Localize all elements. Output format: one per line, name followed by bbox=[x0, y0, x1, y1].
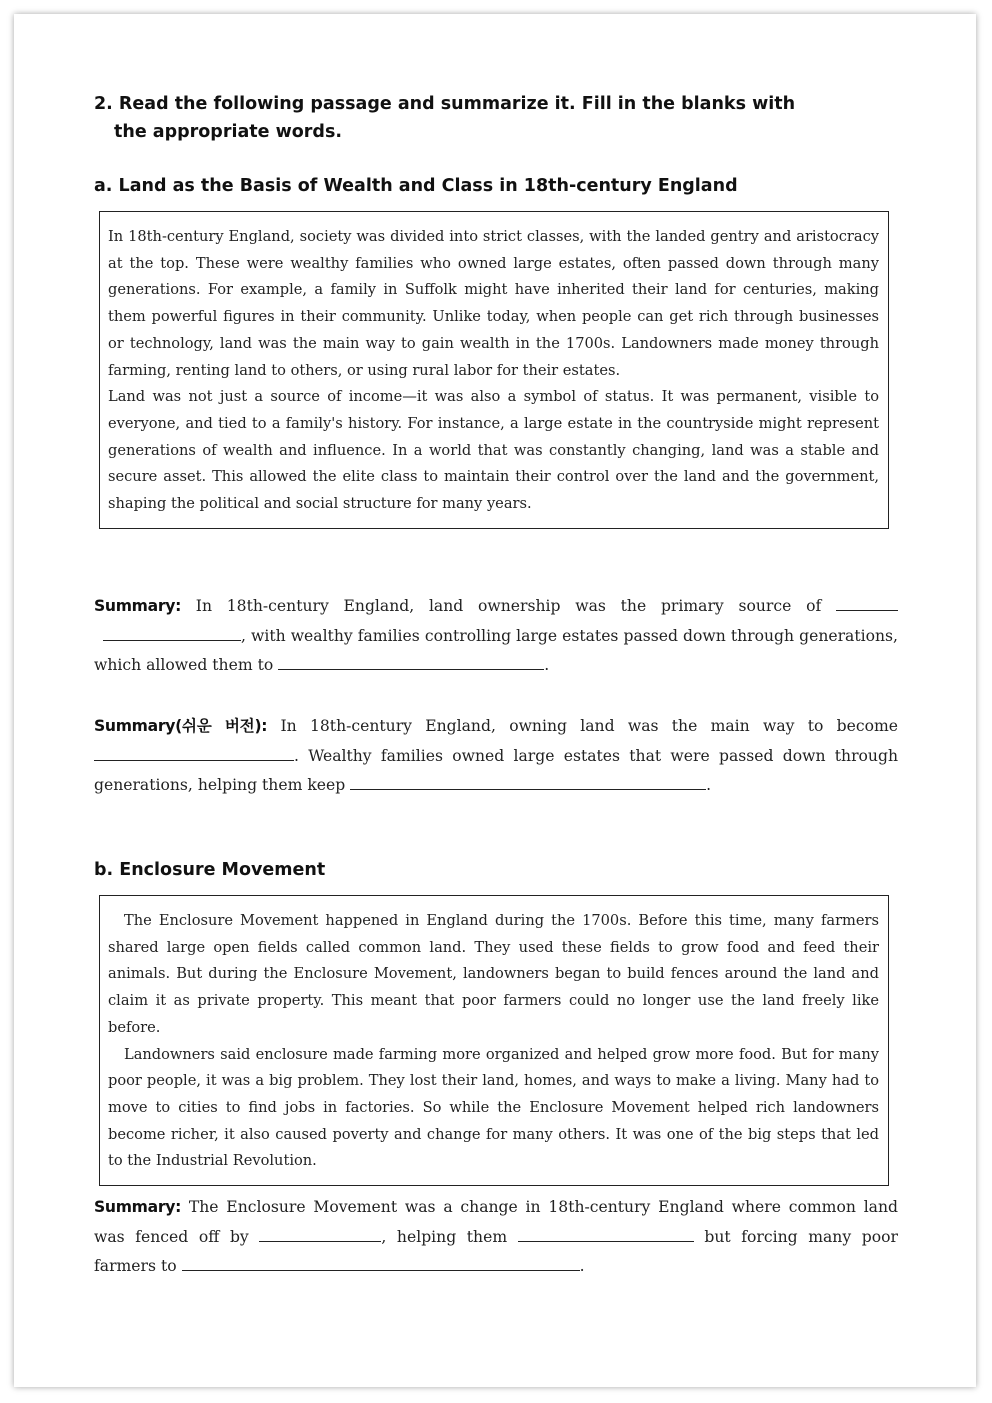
worksheet-page bbox=[14, 14, 976, 1387]
answer-blank-1b[interactable] bbox=[103, 625, 241, 641]
answer-blank-1a[interactable] bbox=[836, 595, 898, 611]
section-a-easy-summary-label: Summary(쉬운 버전): bbox=[94, 717, 268, 735]
section-b-summary-label: Summary: bbox=[94, 1198, 182, 1216]
answer-blank-3[interactable] bbox=[94, 745, 294, 761]
section-b-passage-box bbox=[99, 895, 889, 1186]
question-title-line2: the appropriate words. bbox=[114, 122, 343, 142]
section-a-summary-end: . bbox=[544, 656, 550, 674]
section-b-summary-text-1: The Enclosure Movement was a change in 18th-century England where common land was fenced off by bbox=[94, 1198, 898, 1246]
answer-blank-5[interactable] bbox=[259, 1226, 381, 1242]
section-a-summary-text-1: In 18th-century England, land ownership was the primary source of bbox=[181, 597, 836, 615]
section-b-summary-end: . bbox=[579, 1257, 585, 1275]
section-a-easy-summary bbox=[94, 712, 898, 801]
section-a-easy-summary-text-1: In 18th-century England, owning land was the main way to become bbox=[267, 717, 898, 735]
section-a-easy-summary-text-2: . Wealthy families owned large estates that were passed down through generations, helping them keep bbox=[94, 746, 898, 794]
answer-blank-6[interactable] bbox=[518, 1226, 694, 1242]
section-a-paragraph-1: In 18th-century England, society was divided into strict classes, with the landed gentry and aristocracy at the top. These were wealthy families who owned large estates, often passed down through many generations. For example, a family in Suffolk might have inherited their land for centuries, making them powerful figures in their community. Unlike today, when people can get rich through businesses or technology, land was the main way to gain wealth in the 1700s. Landowners made money through farming, renting land to others, or using rural labor for their estates. bbox=[108, 228, 879, 379]
answer-blank-7[interactable] bbox=[182, 1255, 580, 1271]
section-a-summary bbox=[94, 592, 898, 681]
section-a-easy-summary-end: . bbox=[706, 776, 712, 794]
section-a-summary-label: Summary: bbox=[94, 597, 182, 615]
section-a-heading: a. Land as the Basis of Wealth and Class in 18th-century England bbox=[94, 176, 738, 196]
section-a-summary-text-2: , with wealthy families controlling large estates passed down through generations, which allowed them to bbox=[94, 626, 898, 674]
answer-blank-2[interactable] bbox=[278, 654, 544, 670]
section-a-passage-box bbox=[99, 211, 889, 529]
section-b-summary-text-3: but forcing many poor farmers to bbox=[94, 1227, 898, 1275]
question-title-line1: 2. Read the following passage and summarize it. Fill in the blanks with bbox=[94, 94, 796, 114]
section-b-summary bbox=[94, 1193, 898, 1282]
section-b-paragraph-1: The Enclosure Movement happened in England during the 1700s. Before this time, many farmers shared large open fields called common land. They used these fields to grow food and feed their animals. But during the Enclosure Movement, landowners began to build fences around the land and claim it as private property. This meant that poor farmers could no longer use the land freely like before. bbox=[108, 912, 879, 1036]
section-b-heading: b. Enclosure Movement bbox=[94, 860, 326, 880]
answer-blank-4[interactable] bbox=[350, 774, 706, 790]
section-b-paragraph-2: Landowners said enclosure made farming more organized and helped grow more food. But for many poor people, it was a big problem. They lost their land, homes, and ways to make a living. Many had to move to cities to find jobs in factories. So while the Enclosure Movement helped rich landowners become richer, it also caused poverty and change for many others. It was one of the big steps that led to the Industrial Revolution. bbox=[108, 1045, 879, 1170]
section-b-summary-text-2: , helping them bbox=[381, 1227, 518, 1246]
section-a-paragraph-2: Land was not just a source of income—it was also a symbol of status. It was permanent, visible to everyone, and tied to a family's history. For instance, a large estate in the countryside might represent generations of wealth and influence. In a world that was constantly changing, land was a stable and secure asset. This allowed the elite class to maintain their control over the land and the government, shaping the political and social structure for many years. bbox=[108, 388, 879, 513]
question-title bbox=[94, 90, 814, 146]
